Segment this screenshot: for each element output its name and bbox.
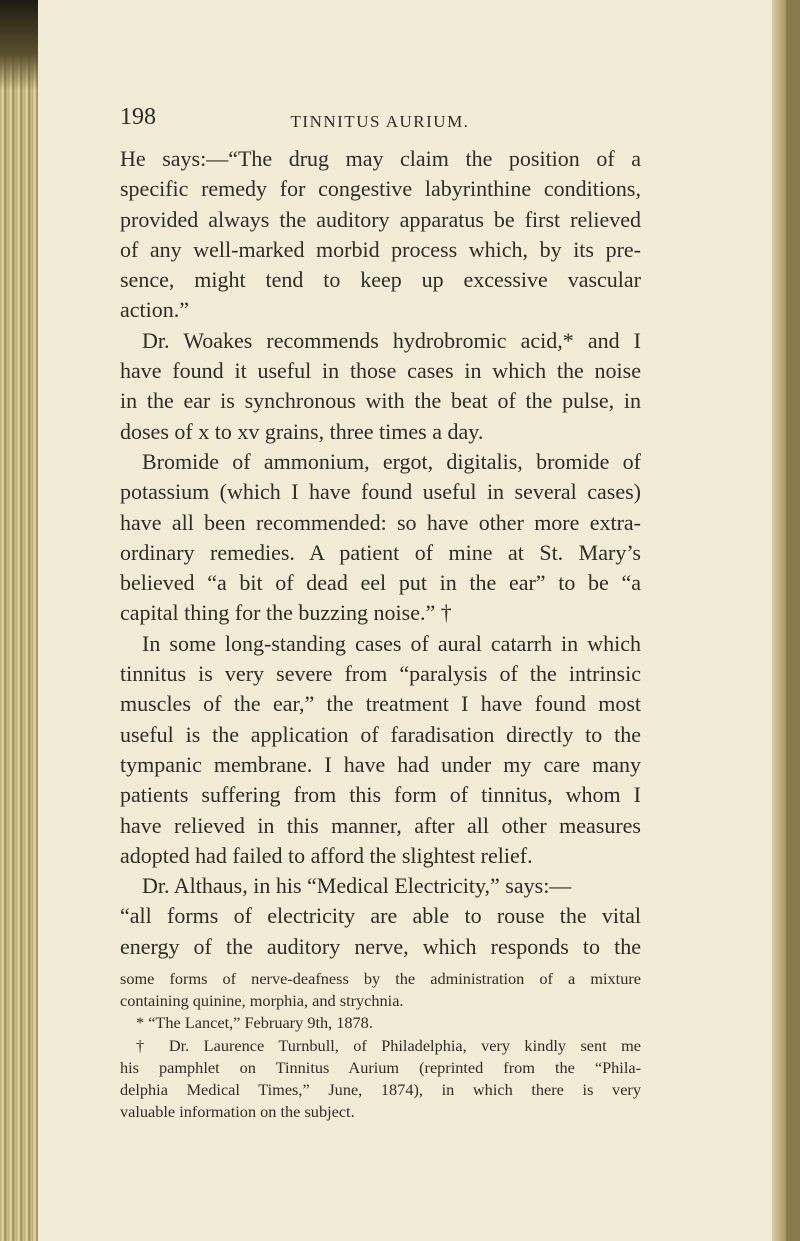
body-line: capital thing for the buzzing noise.” † xyxy=(120,600,452,626)
body-line: have relieved in this manner, after all other measures xyxy=(120,812,641,838)
footnote-line: † Dr. Laurence Turnbull, of Philadelphia, very kindly sent me xyxy=(136,1035,641,1055)
body-line: adopted had failed to afford the slightest relief. xyxy=(120,842,533,868)
body-line: tympanic membrane. I have had under my care many xyxy=(120,751,641,777)
body-line: In some long-standing cases of aural catarrh in which xyxy=(142,630,641,656)
book-spine-shadow xyxy=(0,0,38,90)
page-header xyxy=(120,104,640,134)
body-line: Bromide of ammonium, ergot, digitalis, bromide of xyxy=(142,448,641,474)
footnote-line: valuable information on the subject. xyxy=(120,1102,355,1122)
body-line: have found it useful in those cases in which the noise xyxy=(120,358,641,384)
page-right-edge xyxy=(772,0,786,1241)
footnote-line: * “The Lancet,” February 9th, 1878. xyxy=(136,1013,373,1033)
footnote-line: some forms of nerve-deafness by the administration of a mixture xyxy=(120,969,641,989)
body-line: tinnitus is very severe from “paralysis of the intrinsic xyxy=(120,661,641,687)
running-title: TINNITUS AURIUM. xyxy=(290,112,470,131)
body-line: ordinary remedies. A patient of mine at St. Mary’s xyxy=(120,539,641,565)
footnote-line: his pamphlet on Tinnitus Aurium (reprinted from the “Phila- xyxy=(120,1057,641,1077)
body-line: of any well-marked morbid process which, by its pre- xyxy=(120,236,641,262)
footnote-line: containing quinine, morphia, and strychnia. xyxy=(120,991,404,1011)
body-line: in the ear is synchronous with the beat of the pulse, in xyxy=(120,388,641,414)
footnotes xyxy=(120,968,641,1123)
body-line: sence, might tend to keep up excessive vascular xyxy=(120,267,641,293)
body-line: specific remedy for congestive labyrinthine conditions, xyxy=(120,176,641,202)
body-line: action.” xyxy=(120,297,190,323)
body-line: He says:—“The drug may claim the position of a xyxy=(120,146,641,171)
body-line: Dr. Althaus, in his “Medical Electricity,” says:— xyxy=(142,873,572,899)
body-line: provided always the auditory apparatus be first relieved xyxy=(120,206,641,232)
footnote-line: delphia Medical Times,” June, 1874), in which there is very xyxy=(120,1079,641,1099)
body-line: doses of x to xv grains, three times a day. xyxy=(120,418,484,444)
page-number: 198 xyxy=(120,104,156,130)
body-line: believed “a bit of dead eel put in the ear” to be “a xyxy=(120,570,641,596)
body-line: muscles of the ear,” the treatment I have found most xyxy=(120,691,641,717)
page-text xyxy=(120,144,641,1123)
body-line: have all been recommended: so have other more extra- xyxy=(120,509,641,535)
body-line: patients suffering from this form of tinnitus, whom I xyxy=(120,782,641,808)
book-spine-edge xyxy=(0,0,38,1241)
body-line: potassium (which I have found useful in several cases) xyxy=(120,479,641,505)
body-line: “all forms of electricity are able to rouse the vital xyxy=(120,903,641,929)
body-line: useful is the application of faradisation directly to the xyxy=(120,721,641,747)
body-line: Dr. Woakes recommends hydrobromic acid,* and I xyxy=(142,327,641,353)
body-line: energy of the auditory nerve, which responds to the xyxy=(120,933,641,959)
